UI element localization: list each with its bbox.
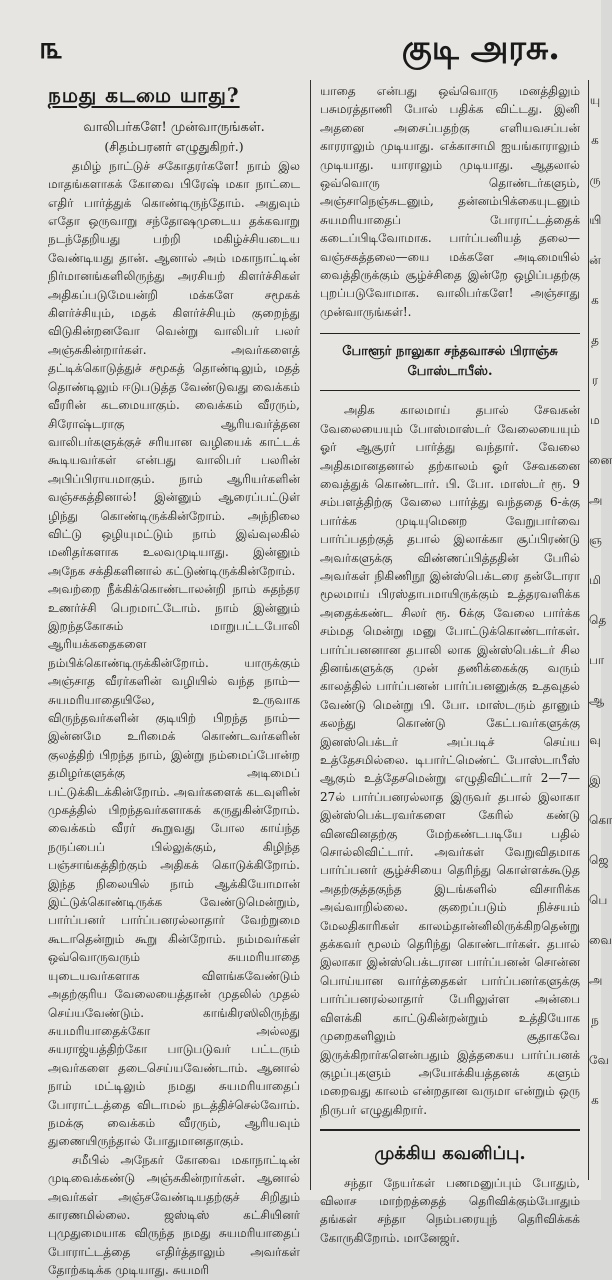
- article-subtitle: வாலிபர்களே! முன்வாருங்கள்.: [83, 120, 265, 136]
- edge-glyph: ர: [591, 373, 599, 387]
- edge-glyph: ஆ: [589, 693, 605, 707]
- edge-glyph: வு: [589, 733, 601, 747]
- newspaper-title: குடி அரசு.: [401, 28, 560, 68]
- article-byline: (சிதம்பரனர் எழுதுகிறர்.): [104, 139, 244, 155]
- article-paragraph: அவற்றை நீக்கிக்கொண்டாலன்றி நாம் சுதந்தர உணர்ச்சி பெறமாட்டோம். நாம் இன்னும் இறந்தகோசும் மாறுபட்டபோலி ஆரியக்கதைகளை நம்பிக்கொண்டிருக்கின்றோம். யாருக்கும் அஞ்சாத வீரர்களின் வழியில் வந்த நாம்—சுயமரியாதையிலே, உருவாக விருந்தவர்களின் குடியிற் பிறந்த நாம்—இன்னமே உரிமைக் கொண்டவர்களின் குலத்திற் பிறந்த நாம், இன்று நம்மைப்போன்ற தமிழர்களுக்கு அடிமைப் பட்டுக்கிடக்கின்றோம். அவர்களைக் கடவுளின் முகத்தில் பிறந்தவர்களாகக் கருதுகின்றோம். வைக்கம் வீரர் கூறுவது போல காய்ந்த நருப்பைப் பில்லுக்கும், கிழிந்த பஞ்சாங்கத்திற்கும் அதிகக் கொடுக்கிறோம். இந்த நிலையில் நாம் ஆக்கியோமான் இட்டுக்கொண்டிருக்க வேண்டுமென்றும், பார்ப்பனர் பார்ப்பனரல்லாதார் வேற்றுமை கூடாதென்றும் கூறு கின்றோம். நம்மவர்கள் ஒவ்வொருவரும் சுயமரியாதை யுடையவர்களாக விளங்கவேண்டும் அதற்குரிய வேலையைத்தான் முதலில் முதல் செய்யவேண்டும். காங்கிரஸிலிருந்து சுயமரியாதைக்கோ அல்லது சுயராஜ்யத்திற்கோ பாடுபடுவர் பட்டரும் அவர்களை தடைசெய்யவேண்டாம். ஆனால் நாம் மட்டிலும் நமது சுயமரியாதைப் போராட்டத்தை விடாமல் நடத்திச்செல்வோம். நமக்கு வைக்கம் வீரரும், ஆரியவும் துணையிருந்தால் போதுமானதாகும்.: [48, 582, 300, 1149]
- article-left-column: [48, 83, 300, 1280]
- edge-glyph: க: [591, 1093, 599, 1107]
- edge-glyph: மி: [589, 573, 601, 587]
- edge-glyph: ன்: [589, 253, 601, 267]
- edge-glyph: வே: [589, 1053, 610, 1067]
- notice-paragraph: சந்தா நேயர்கள் பணமனுப்பும் போதும், விலாச மாற்றத்தைத் தெரிவிக்கும்போதும் தங்கள் சந்தா நெம்பரையுந் தெரிவிக்கக் கோருகிறோம். மானேஜர்.: [320, 1175, 580, 1245]
- article-title: நமது கடமை யாது?: [48, 83, 240, 107]
- edge-glyph: க: [591, 293, 599, 307]
- edge-glyph: தெ: [589, 613, 607, 627]
- edge-glyph: பெ: [589, 893, 608, 907]
- news-paragraph: அதிக காலமாய் தபால் சேவகன் வேலையையும் போஸ்மாஸ்டர் வேலையையும் ஓர் ஆசூரர் பார்த்து வந்தார். வேலை அதிகமானதனால் தற்காலம் ஓர் சேவகனை வைத்துக் கொண்டார். பி. போ. மாஸ்டர் ரூ. 9 சம்பளத்திற்கு வேலை பார்த்து வந்ததை 6-க்கு பார்க்க முடியுமெனற வேறுபார்வை பார்ப்பதற்குத் தபால் இலாக்கா சூப்பிரண்டு அவர்களுக்கு விண்ணப்பித்ததின் பேரில் அவர்கள் நிகிணிநூ இன்ஸ்பெக்டரை தன்டோரா மூலமாய் பிரஸ்தாபமாயிருக்கும் உத்தரவளிக்க அதைக்கண்ட சிலர் ரூ. 6க்கு வேலை பார்க்க சம்மத மென்று மனு போட்டுக்கொண்டார்கள். பார்ப்பனனான தபாலி லாக இன்ஸ்பெக்டர் சில தினங்களுக்கு முன் தணிக்கைக்கு வரும் காலத்தில் பார்ப்பனன் பார்ப்பனனுக்கு உதவுதல் வேண்டு மென்று பி. போ. மாஸ்டரும் தானும் கலந்து கொண்டு கேட்பவர்களுக்கு இனஸ்பெக்டர் அப்படிச் செய்ய உத்தேசமில்லை. டிபார்ட்மெண்ட் போஸ்டாபீஸ் ஆகும் உத்தேசமென்று எழுதிவிட்டார் 2—7—27ல் பார்ப்பனரல்லாத இருவர் தபால் இலாகா இன்ஸ்பெக்டரவர்களை கேரில் கண்டு வினவினதற்கு மேற்கண்டபடியே பதில் சொல்லிவிட்டார். அவர்கள் வேறுவிதமாக பார்ப்பனர் சூழ்ச்சியை தெரிந்து கொள்ளக்கூடுத அதற்குத்தகுந்த இடங்களில் விசாரிக்க அவ்வாறில்லை. குறைப்படும் நிச்சயம் மேலதிகாரிகள் காலம்தான்னிலிருக்கிறதென்று தக்கவர் மூலம் தெரிந்து கொண்டார்கள். தபால் இலாகா இன்ஸ்பெக்டரான பார்ப்பனன் சொன்ன பொய்யான வார்த்தைகள் பார்ப்பனர்களுக்கு பார்ப்பனரல்லாதார் பேரிலுள்ள அன்பை விளக்கி காட்டுகின்றன்றும் உத்தியோக முறைகளிலும் சூதாகவே இருக்கிறார்களென்பதும் இத்தகைய பார்ப்பனக் குழப்புகளும் அயோக்கியத்தனக் களும் மறைவது காலம் என்றதான வருமா என்றும் ஒரு நிருபர் எழுதுகிறார்.: [320, 403, 580, 1117]
- article-paragraph: தமிழ் நாட்டுச் சகோதரர்களே! நாம் இல மாதங்களாகக் கோவை பிரேஷ் மகா நாட்டை எதிர் பார்த்துக் கொண்டிருந்தோம். அதுவும் எதோ ஒருவாறு சந்தோஷமுடைய தக்கவாறு நடந்தேறியது பற்றி மகிழ்ச்சியடைய வேண்டியது தான். ஆனால் அம் மகாநாட்டின் நிர்மானங்களிலிருந்து அரசியற் கிளர்ச்சிகள் அதிகப்படுமேயன்றி மக்களே சமூகக் கிளர்ச்சியும், மதக் கிளர்ச்சியும் குறைந்து விடுகின்றனவோ வென்று வாலிபர் பலர் அஞ்சுகின்றார்கள். அவர்களைத் தட்டிக்கொடுத்துச் சமூகத் தொண்டிலும், மதத் தொண்டிலும் ஈடுபடுத்த வேண்டுவது வைக்கம் வீரரின் கடமையாகும். வைக்கம் வீரரும், சிரோஷ்டராகு ஆரியவர்த்தன வாலிபர்களுக்குச் சரியான வழியைக் காட்டக் கூடியவர்கள் என்பது வாலிபர் பலரின் அபிப்பிராயமாகும். நாம் ஆரியர்களின் வஞ்சகத்தினால்! இன்னும் ஆரைப்பட்டுள் ழிந்து கொண்டிருக்கின்றோம். அந்நிலை விட்டு ஒழியுமட்டும் நாம் இவ்வுலகில் மனிதர்களாக உலவமுடியாது. இன்னும் அநேக சக்திகளினால் கட்டுண்டிருக்கின்றோம்.: [48, 158, 300, 578]
- right-column: [320, 82, 580, 1247]
- edge-glyph: ரு: [589, 173, 601, 187]
- edge-glyph: இ: [589, 773, 601, 787]
- page-number: ௩: [40, 30, 63, 66]
- edge-glyph: யு: [589, 93, 601, 107]
- edge-glyph: ஜெ: [589, 853, 609, 867]
- notice-title: முக்கிய கவனிப்பு.: [320, 1129, 580, 1163]
- edge-glyph: பா: [589, 653, 605, 667]
- edge-glyph: னை: [589, 453, 612, 467]
- edge-glyph: க: [591, 133, 599, 147]
- edge-glyph: த: [591, 333, 599, 347]
- article-paragraph: சமீபில் அநேகர் கோவை மகாநாட்டின் முடிவைக்கண்டு அஞ்சுகின்றார்கள். ஆனால் அவர்கள் அஞ்சவேண்டியதற்குச் சிறிதும் காரணமில்லை. ஜஸ்டிஸ் கட்சியினர் புமுதுமையாக விருந்த நமது சுயமரியாதைப் போராட்டத்தை எதிர்த்தாலும் அவர்கள் தோற்கடிக்க முடியாது. சுயமரி: [48, 1152, 300, 1278]
- edge-glyph: அ: [589, 973, 603, 987]
- edge-glyph: ஞ: [589, 533, 602, 547]
- edge-glyph: ந: [591, 1013, 599, 1027]
- edge-glyph: யி: [589, 213, 602, 227]
- edge-glyph: வை: [589, 933, 612, 947]
- article-continuation: யாதை என்பது ஒவ்வொரு மனத்திலும் பசுமரத்தாணி போல் பதிக்க விட்டது. இனி அதனை அசைப்பதற்கு எளியவசப்பன் காரராலும் முடியாது. எக்காசாமி ஐயங்காராலும் முடியாது. யாராலும் முடியாது. ஆதலால் ஒவ்வொரு தொண்டர்களும், அஞ்சாநெஞ்சுடனும், தன்னம்பிக்கையுடனும் சுயமரியாதைப் போராட்டத்தைக் கடைப்பிடிவோமாக. பார்ப்பனியத் தலை—வஞ்சகத்தலை—யை மக்களே அடிமையில் வைத்திருக்கும் சூழ்ச்சிதை இன்றே ஒழிப்பதற்கு புறப்படுவோமாக. வாலிபர்களே! அஞ்சாது முன்வாருங்கள்!.: [320, 84, 580, 319]
- news-headline: போளூர் நாலுகா சந்தவாசல் பிராஞ்சு போஸ்டாபீஸ்.: [320, 333, 580, 391]
- adjacent-column-edge: [588, 80, 612, 1180]
- masthead: [40, 30, 560, 70]
- edge-glyph: கொ: [589, 813, 612, 827]
- edge-glyph: ம: [590, 413, 600, 427]
- edge-glyph: அ: [589, 493, 603, 507]
- column-divider: [310, 80, 311, 1190]
